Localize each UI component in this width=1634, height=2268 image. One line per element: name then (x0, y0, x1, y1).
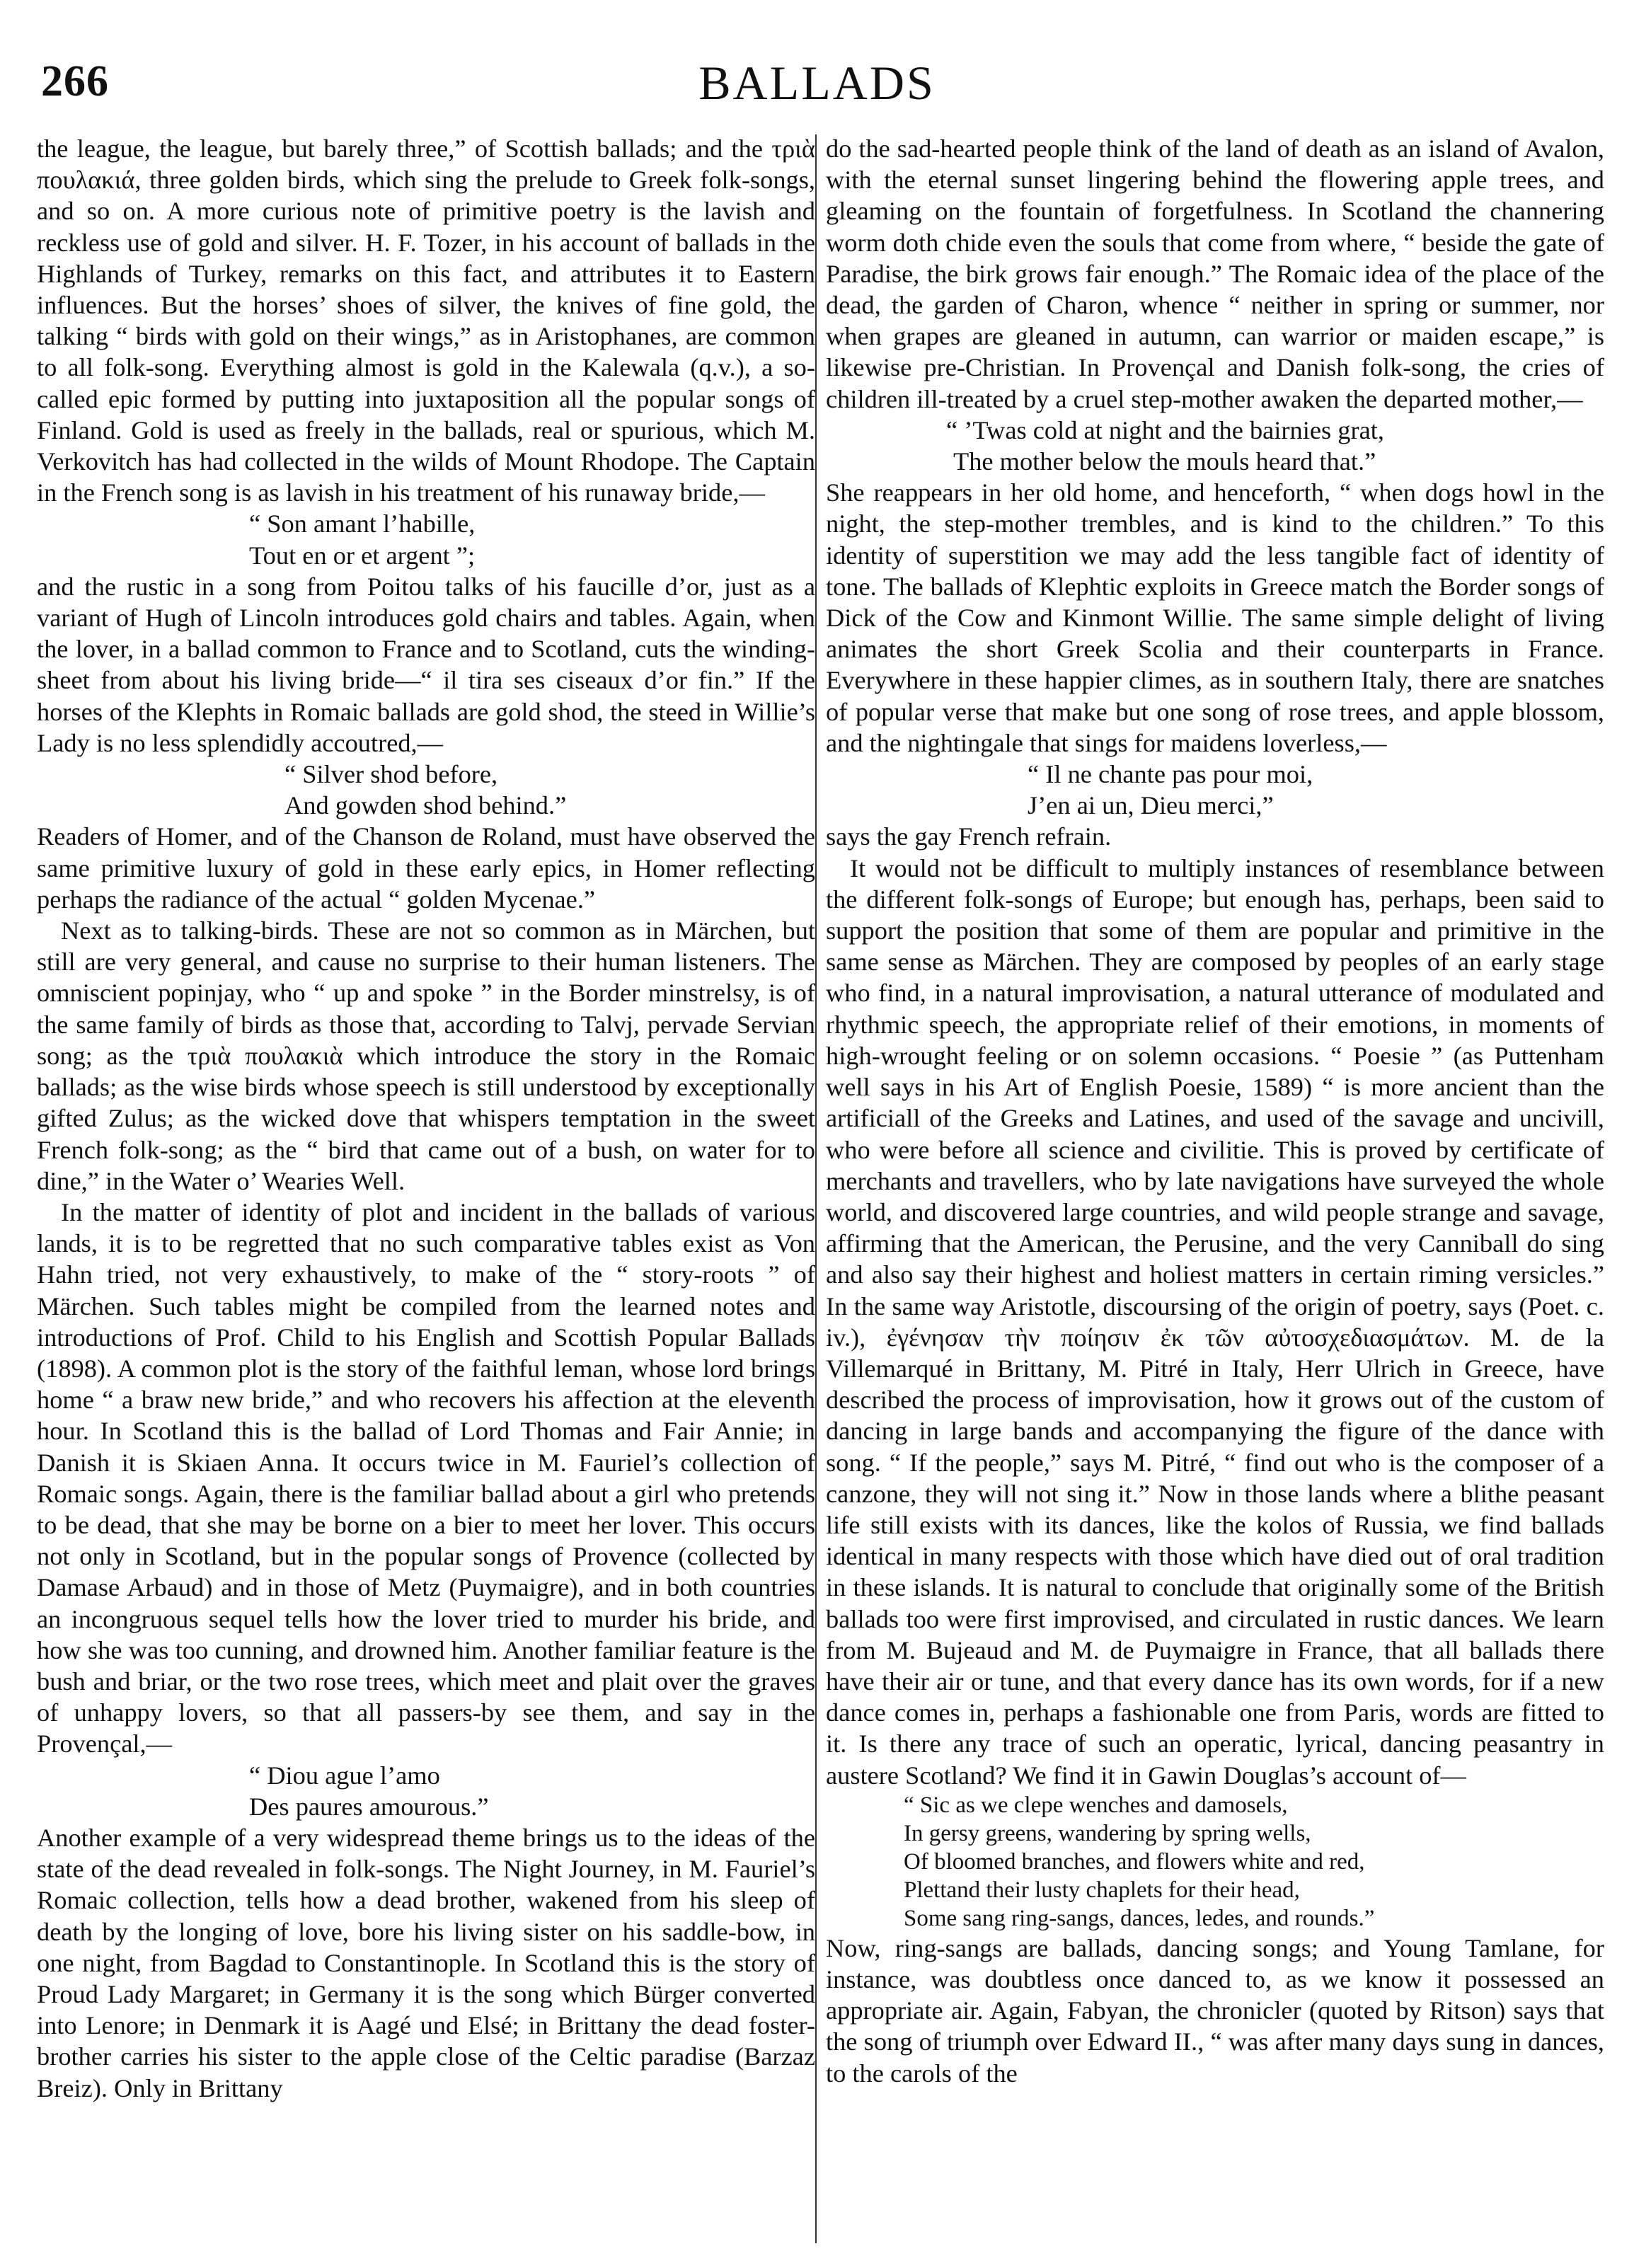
paragraph: the league, the league, but barely three,” of Scottish ballads; and the τριὰ πουλακιά, three golden birds, which sing the prelude to Greek folk-songs, and so on. A more curious note of primitive poetry is the lavish and reckless use of gold and silver. H. F. Tozer, in his account of ballads in the Highlands of Turkey, remarks on this fact, and attributes it to Eastern influences. But the horses’ shoes of silver, the knives of fine gold, the talking “ birds with gold on their wings,” as in Aristophanes, are common to all folk-song. Everything almost is gold in the Kalewala (q.v.), a so-called epic formed by putting into juxtaposition all the popular songs of Finland. Gold is used as freely in the ballads, real or spurious, which M. Verkovitch has had collected in the wilds of Mount Rhodope. The Captain in the French song is as lavish in his treatment of his runaway bride,— (37, 134, 815, 507)
verse-line: Des paures amourous.” (249, 1792, 489, 1821)
verse-line: “ Sic as we clepe wenches and damosels, (904, 1792, 1288, 1818)
paragraph: Next as to talking-birds. These are not so common as in Märchen, but still are very general, and cause no surprise to their human listeners. The omniscient popinjay, who “ up and spoke ” in the Border minstrelsy, is of the same family of birds as those that, according to Talvj, pervade Servian song; as the τριὰ πουλακιὰ which introduce the story in the Romaic ballads; as the wise birds whose speech is still understood by exceptionally gifted Zulus; as the wicked dove that whispers temptation in the sweet French folk-song; as the “ bird that came out of a bush, on water for to dine,” in the Water o’ Wearies Well. (37, 916, 815, 1195)
verse-line: “ Diou ague l’amo (249, 1761, 440, 1790)
verse-line: In gersy greens, wandering by spring wells, (904, 1820, 1311, 1846)
column-divider (815, 134, 817, 2243)
verse-line: “ Il ne chante pas pour moi, (1028, 760, 1313, 789)
page-header (0, 0, 1634, 127)
verse-quote (826, 1791, 1604, 1933)
verse-quote (826, 759, 1604, 821)
verse-line: Some sang ring-sangs, dances, ledes, and rounds.” (904, 1905, 1375, 1931)
paragraph: do the sad-hearted people think of the land of death as an island of Avalon, with the eternal sunset lingering behind the flowering apple trees, and gleaming on the fountain of forgetfulness. In Scotland the channering worm doth chide even the souls that come from where, “ beside the gate of Paradise, the birk grows fair enough.” The Romaic idea of the place of the dead, the garden of Charon, whence “ neither in spring or summer, nor when grapes are gleaned in autumn, can warrior or maiden escape,” is likewise pre-Christian. In Provençal and Danish folk-song, the cries of children ill-treated by a cruel step-mother awaken the departed mother,— (826, 134, 1604, 413)
verse-line: The mother below the mouls heard that.” (953, 447, 1376, 476)
left-column (37, 133, 815, 2249)
paragraph: Now, ring-sangs are ballads, dancing songs; and Young Tamlane, for instance, was doubtless once danced to, as we know it possessed an appropriate air. Again, Fabyan, the chronicler (quoted by Ritson) says that the song of triumph over Edward II., “ was after many days sung in dances, to the carols of the (826, 1933, 1604, 2088)
paragraph: says the gay French refrain. (826, 822, 1112, 851)
verse-line: “ Son amant l’habille, (249, 510, 476, 539)
verse-quote (826, 415, 1604, 477)
paragraph: and the rustic in a song from Poitou talks of his faucille d’or, just as a variant of Hugh of Lincoln introduces gold chairs and tables. Again, when the lover, in a ballad common to France and to Scotland, cuts the winding-sheet from about his living bride—“ il tira ses ciseaux d’or fin.” If the horses of the Klephts in Romaic ballads are gold shod, the steed in Willie’s Lady is no less splendidly accoutred,— (37, 572, 815, 757)
verse-line: Of bloomed branches, and flowers white and red, (904, 1848, 1365, 1875)
verse-quote (37, 1760, 815, 1822)
right-column (826, 133, 1604, 2249)
paragraph: Another example of a very widespread theme brings us to the ideas of the state of the dead revealed in folk-songs. The Night Journey, in M. Fauriel’s Romaic collection, tells how a dead brother, wakened from his sleep of death by the longing of love, bore his living sister on his saddle-bow, in one night, from Bagdad to Constantinople. In Scotland this is the story of Proud Lady Margaret; in Germany it is the song which Bürger converted into Lenore; in Denmark it is Aagé und Elsé; in Brittany the dead foster-brother carries his sister to the apple close of the Celtic paradise (Barzaz Breiz). Only in Brittany (37, 1823, 815, 2102)
verse-line: Plettand their lusty chaplets for their head, (904, 1877, 1300, 1903)
verse-line: “ ’Twas cold at night and the bairnies grat, (946, 415, 1384, 444)
verse-line: And gowden shod behind.” (284, 791, 567, 820)
paragraph: She reappears in her old home, and henceforth, “ when dogs howl in the night, the step-mother trembles, and is kind to the children.” To this identity of superstition we may add the less tangible fact of identity of tone. The ballads of Klephtic exploits in Greece match the Border songs of Dick of the Cow and Kinmont Willie. The same simple delight of living animates the short Greek Scolia and their counterparts in France. Everywhere in these happier climes, as in southern Italy, there are snatches of popular verse that make but one song of rose trees, and apple blossom, and the nightingale that sings for maidens loverless,— (826, 478, 1604, 757)
verse-line: J’en ai un, Dieu merci,” (1028, 791, 1274, 820)
verse-quote (37, 759, 815, 821)
verse-quote (37, 508, 815, 570)
paragraph: It would not be difficult to multiply instances of resemblance between the different folk-songs of Europe; but enough has, perhaps, been said to support the position that some of them are popular and primitive in the same sense as Märchen. They are composed by peoples of an early stage who find, in a natural improvisation, a natural utterance of modulated and rhythmic speech, the appropriate relief of their emotions, in moments of high-wrought feeling or on solemn occasions. “ Poesie ” (as Puttenham well says in his Art of English Poesie, 1589) “ is more ancient than the artificiall of the Greeks and Latines, and used of the savage and uncivill, who were before all science and civilitie. This is proved by certificate of merchants and travellers, who by late navigations have surveyed the whole world, and discovered large countries, and wild people strange and savage, affirming that the American, the Perusine, and the very Canniball do sing and also say their highest and holiest matters in certain riming versicles.” In the same way Aristotle, discoursing of the origin of poetry, says (Poet. c. iv.), ἐγένησαν τὴν ποίησιν ἐκ τῶν αὐτοσχεδιασμάτων. M. de la Villemarqué in Brittany, M. Pitré in Italy, Herr Ulrich in Greece, have described the process of improvisation, how it grows out of the custom of dancing in large bands and accompanying the figure of the dance with song. “ If the people,” says M. Pitré, “ find out who is the composer of a canzone, they will not sing it.” Now in those lands where a blithe peasant life still exists with its dances, like the kolos of Russia, we find ballads identical in many respects with those which have died out of oral tradition in these islands. It is natural to conclude that originally some of the British ballads too were first improvised, and circulated in rustic dances. We learn from M. Bujeaud and M. de Puymaigre in France, that all ballads there have their air or tune, and that every dance has its own words, for if a new dance comes in, perhaps a fashionable one from Paris, words are fitted to it. Is there any trace of such an operatic, lyrical, dancing peasantry in austere Scotland? We find it in Gawin Douglas’s account of— (826, 853, 1604, 1790)
page-number: 266 (41, 57, 109, 105)
paragraph: Readers of Homer, and of the Chanson de Roland, must have observed the same primitive luxury of gold in these early epics, in Homer reflecting perhaps the radiance of the actual “ golden Mycenae.” (37, 822, 815, 914)
verse-line: Tout en or et argent ”; (249, 541, 476, 570)
running-title: BALLADS (698, 56, 936, 110)
paragraph: In the matter of identity of plot and incident in the ballads of various lands, it is to be regretted that no such comparative tables exist as Von Hahn tried, not very exhaustively, to make of the “ story-roots ” of Märchen. Such tables might be compiled from the learned notes and introductions of Prof. Child to his English and Scottish Popular Ballads (1898). A common plot is the story of the faithful leman, whose lord brings home “ a braw new bride,” and who recovers his affection at the eleventh hour. In Scotland this is the ballad of Lord Thomas and Fair Annie; in Danish it is Skiaen Anna. It occurs twice in M. Fauriel’s collection of Romaic songs. Again, there is the familiar ballad about a girl who pretends to be dead, that she may be borne on a bier to meet her lover. This occurs not only in Scotland, but in the popular songs of Provence (collected by Damase Arbaud) and in those of Metz (Puymaigre), and in both countries an incongruous sequel tells how the lover tried to murder his bride, and how she was too cunning, and drowned him. Another familiar feature is the bush and briar, or the two rose trees, which meet and plait over the graves of unhappy lovers, so that all passers-by see them, and say in the Provençal,— (37, 1197, 815, 1758)
verse-line: “ Silver shod before, (284, 760, 498, 789)
